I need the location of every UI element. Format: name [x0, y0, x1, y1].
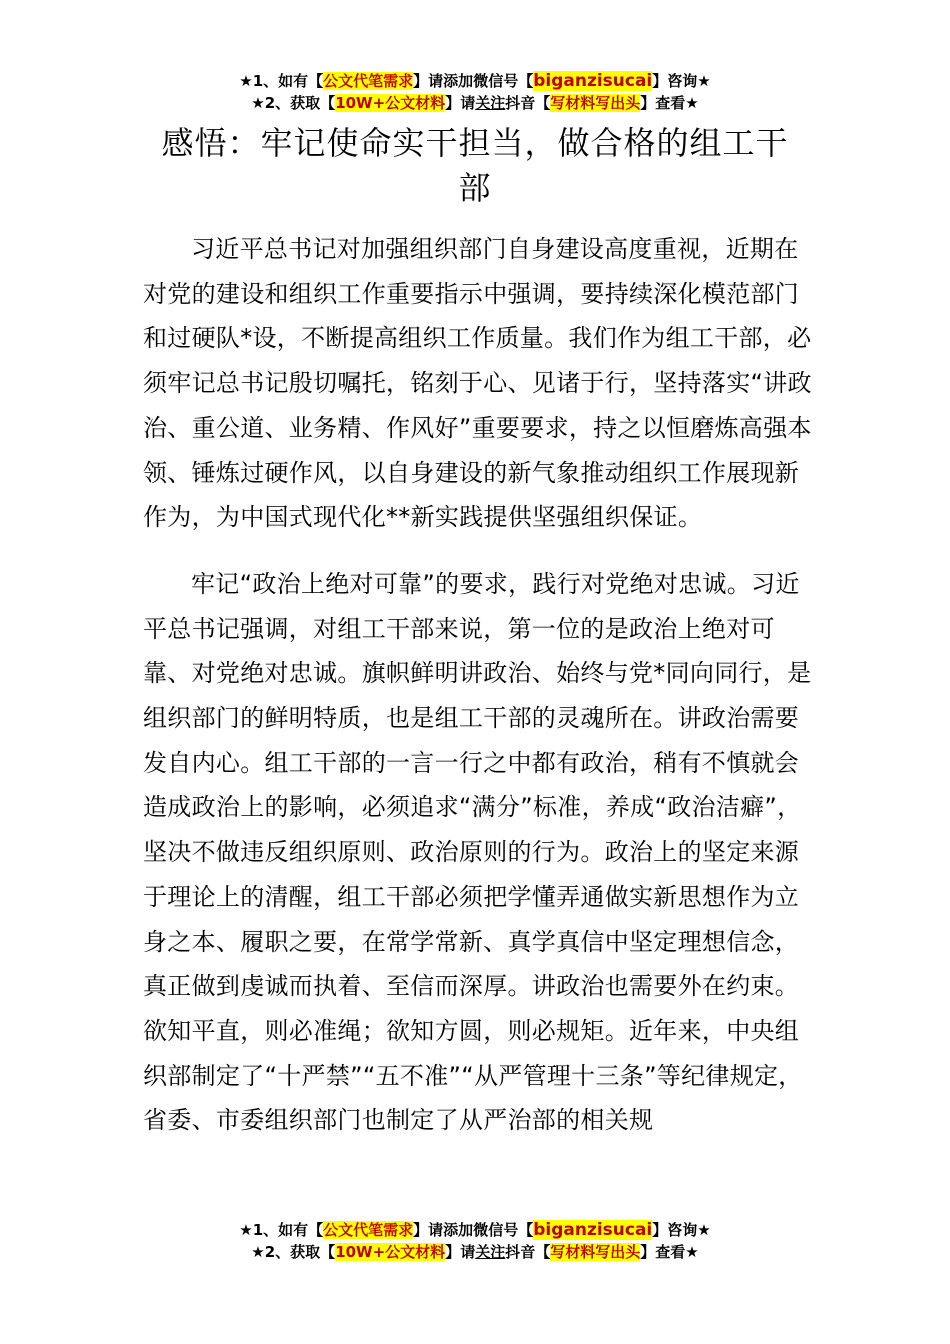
banner-line-1 [0, 70, 950, 92]
banner-line-2-follow: 关注 [475, 94, 506, 112]
footer-highlight-wechat-id: biganzisucai [533, 1220, 653, 1240]
document-title: 感悟：牢记使命实干担当，做合格的组工干部 [161, 124, 789, 207]
banner-line-2-mid2: 抖音【 [505, 94, 551, 112]
header-banner [0, 70, 950, 114]
banner-highlight-service: 公文代笔需求 [323, 72, 414, 90]
banner-line-2-suffix: 】查看★ [640, 94, 699, 112]
document-body [143, 227, 813, 1165]
footer-line-1-mid2: 微信号【 [473, 1221, 534, 1239]
footer-line-2-prefix: ★2、获取【 [251, 1243, 336, 1261]
paragraph-1: 习近平总书记对加强组织部门自身建设高度重视，近期在对党的建设和组织工作重要指示中强调，要持续深化模范部门和过硬队*设，不断提高组织工作质量。我们作为组工干部，必须牢记总书记殷切嘱托，铭刻于心、见诸于行，坚持落实“讲政治、重公道、业务精、作风好”重要要求，持之以恒磨炼高强本领、锤炼过硬作风，以自身建设的新气象推动组织工作展现新作为，为中国式现代化**新实践提供坚强组织保证。 [143, 235, 812, 532]
footer-banner-line-1 [0, 1219, 950, 1241]
banner-line-2-mid: 】请 [445, 94, 476, 112]
banner-highlight-douyin: 写材料写出头 [550, 94, 641, 112]
footer-banner [0, 1219, 950, 1263]
banner-line-1-mid: 】请添加 [413, 72, 474, 90]
footer-line-1-prefix: ★1、如有【 [239, 1221, 324, 1239]
footer-highlight-service: 公文代笔需求 [323, 1221, 414, 1239]
footer-highlight-materials: 10W+公文材料 [335, 1243, 446, 1261]
footer-line-2-mid: 】请 [445, 1243, 476, 1261]
banner-line-2-prefix: ★2、获取【 [251, 94, 336, 112]
footer-line-2-suffix: 】查看★ [640, 1243, 699, 1261]
footer-highlight-douyin: 写材料写出头 [550, 1243, 641, 1261]
footer-line-1-suffix: 】咨询★ [652, 1221, 711, 1239]
banner-highlight-wechat-id: biganzisucai [533, 71, 653, 91]
footer-banner-line-2 [0, 1241, 950, 1263]
footer-line-2-follow: 关注 [475, 1243, 506, 1261]
banner-highlight-materials: 10W+公文材料 [335, 94, 446, 112]
paragraph-2: 牢记“政治上绝对可靠”的要求，践行对党绝对忠诚。习近平总书记强调，对组工干部来说，第一位的是政治上绝对可靠、对党绝对忠诚。旗帜鲜明讲政治、始终与党*同向同行，是组织部门的鲜明特质，也是组工干部的灵魂所在。讲政治需要发自内心。组工干部的一言一行之中都有政治，稍有不慎就会造成政治上的影响，必须追求“满分”标准，养成“政治洁癖”，坚决不做违反组织原则、政治原则的行为。政治上的坚定来源于理论上的清醒，组工干部必须把学懂弄通做实新思想作为立身之本、履职之要，在常学常新、真学真信中坚定理想信念，真正做到虔诚而执着、至信而深厚。讲政治也需要外在约束。欲知平直，则必准绳；欲知方圆，则必规矩。近年来，中央组织部制定了“十严禁”“五不准”“从严管理十三条”等纪律规定，省委、市委组织部门也制定了从严治部的相关规 [143, 569, 812, 1135]
banner-line-1-suffix: 】咨询★ [652, 72, 711, 90]
footer-line-1-mid: 】请添加 [413, 1221, 474, 1239]
banner-line-2 [0, 92, 950, 114]
banner-line-1-prefix: ★1、如有【 [239, 72, 324, 90]
footer-line-2-mid2: 抖音【 [505, 1243, 551, 1261]
banner-line-1-mid2: 微信号【 [473, 72, 534, 90]
